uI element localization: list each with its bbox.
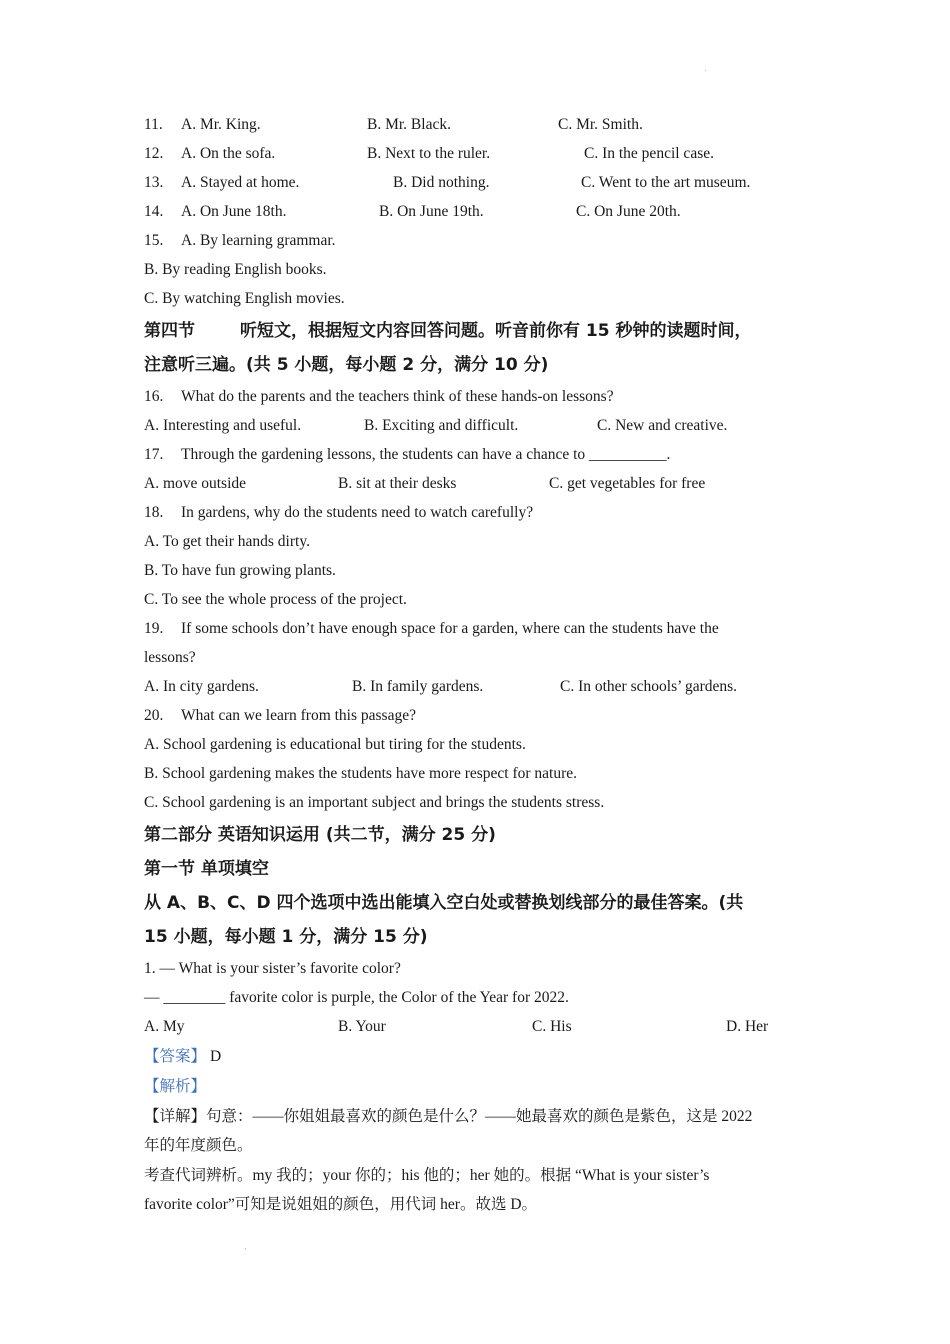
question-stem: What can we learn from this passage?	[181, 707, 416, 724]
question-stem-cont: — ________ favorite color is purple, the Color of the Year for 2022.	[144, 989, 569, 1006]
detail-line: 考查代词辨析。my 我的；your 你的；his 他的；her 她的。根据 “What is your sister’s	[144, 1167, 710, 1184]
analysis-label: 【解析】	[144, 1078, 207, 1095]
option-b: B. sit at their desks	[338, 475, 457, 492]
option-c: C. School gardening is an important subject and brings the students stress.	[144, 794, 605, 811]
option-b: B. On June 19th.	[379, 203, 484, 220]
option-b: B. By reading English books.	[144, 261, 327, 278]
answer-label: 【答案】	[144, 1048, 207, 1065]
option-a: A. On the sofa.	[181, 145, 276, 162]
option-a: A. To get their hands dirty.	[144, 533, 310, 550]
option-b: B. In family gardens.	[352, 678, 484, 695]
question-stem: If some schools don’t have enough space for a garden, where can the students have the	[181, 620, 719, 637]
page-mark	[705, 70, 706, 71]
option-b: B. To have fun growing plants.	[144, 562, 336, 579]
option-a: A. Interesting and useful.	[144, 417, 302, 434]
option-b: B. Next to the ruler.	[367, 145, 491, 162]
question-stem-cont: lessons?	[144, 649, 196, 666]
option-c: C. New and creative.	[597, 417, 728, 434]
question-number: 15.	[144, 232, 164, 249]
detail-line: 年的年度颜色。	[144, 1137, 253, 1154]
question-stem: 1. — What is your sister’s favorite color?	[144, 960, 401, 977]
option-c: C. To see the whole process of the project.	[144, 591, 407, 608]
detail-line: favorite color”可知是说姐姐的颜色，用代词 her。故选 D。	[144, 1196, 538, 1213]
question-number: 13.	[144, 174, 164, 191]
section-instructions: 听短文，根据短文内容回答问题。听音前你有 15 秒钟的读题时间，	[240, 321, 752, 341]
question-number: 17.	[144, 446, 164, 463]
option-a: A. Mr. King.	[181, 116, 261, 133]
option-a: A. By learning grammar.	[181, 232, 336, 249]
part-title: 第二部分 英语知识运用 (共二节，满分 25 分)	[144, 825, 496, 845]
option-a: A. Stayed at home.	[181, 174, 300, 191]
page-mark	[245, 1248, 246, 1249]
option-c: C. get vegetables for free	[549, 475, 706, 492]
option-a: A. On June 18th.	[181, 203, 287, 220]
option-c: C. In the pencil case.	[584, 145, 714, 162]
section-label: 第四节	[144, 321, 195, 341]
option-a: A. move outside	[144, 475, 247, 492]
option-b: B. Did nothing.	[393, 174, 490, 191]
option-b: B. Mr. Black.	[367, 116, 451, 133]
question-number: 16.	[144, 388, 164, 405]
option-c: C. On June 20th.	[576, 203, 681, 220]
option-c: C. His	[532, 1018, 572, 1035]
question-number: 18.	[144, 504, 164, 521]
option-a: A. My	[144, 1018, 185, 1035]
answer-value: D	[210, 1048, 222, 1065]
question-stem: Through the gardening lessons, the students can have a chance to __________.	[181, 446, 671, 463]
section-instructions: 从 A、B、C、D 四个选项中选出能填入空白处或替换划线部分的最佳答案。(共	[144, 893, 744, 913]
question-stem: What do the parents and the teachers think of these hands-on lessons?	[181, 388, 614, 405]
question-number: 14.	[144, 203, 164, 220]
option-c: C. In other schools’ gardens.	[560, 678, 738, 695]
option-b: B. Your	[338, 1018, 386, 1035]
option-b: B. School gardening makes the students have more respect for nature.	[144, 765, 578, 782]
section-title: 第一节 单项填空	[144, 859, 269, 879]
option-d: D. Her	[726, 1018, 769, 1035]
option-c: C. Mr. Smith.	[558, 116, 643, 133]
option-c: C. Went to the art museum.	[581, 174, 751, 191]
option-c: C. By watching English movies.	[144, 290, 345, 307]
question-number: 19.	[144, 620, 164, 637]
question-number: 20.	[144, 707, 164, 724]
option-b: B. Exciting and difficult.	[364, 417, 519, 434]
question-number: 11.	[144, 116, 163, 133]
section-instructions-cont: 15 小题，每小题 1 分，满分 15 分)	[144, 927, 428, 947]
detail-line: 【详解】句意：——你姐姐最喜欢的颜色是什么？——她最喜欢的颜色是紫色，这是 2022	[144, 1108, 753, 1125]
question-stem: In gardens, why do the students need to watch carefully?	[181, 504, 534, 521]
option-a: A. School gardening is educational but tiring for the students.	[144, 736, 526, 753]
question-number: 12.	[144, 145, 164, 162]
section-instructions-cont: 注意听三遍。(共 5 小题，每小题 2 分，满分 10 分)	[144, 355, 549, 375]
option-a: A. In city gardens.	[144, 678, 259, 695]
